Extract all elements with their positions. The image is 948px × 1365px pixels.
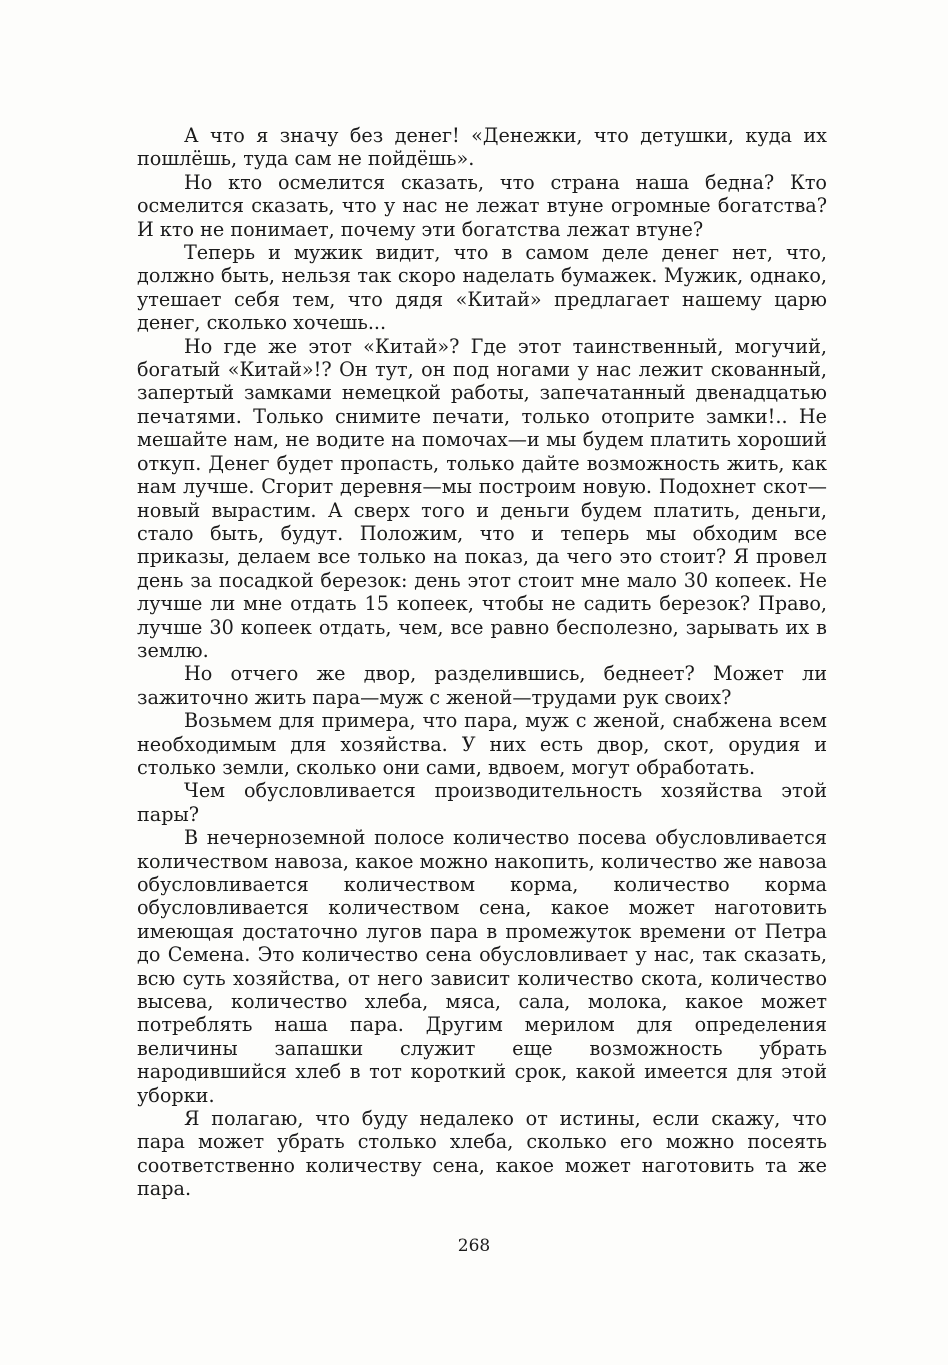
paragraph-4: Но где же этот «Китай»? Где этот таинственный, могучий, богатый «Китай»!? Он тут, он под ногами у нас лежит скованный, запертый замками немецкой работы, запечатанный двенадцатью печатями. Только снимите печати, только отоприте замки!.. Не мешайте нам, не водите на помочах—и мы будем платить хороший откуп. Денег будет пропасть, только дайте возможность жить, как нам лучше. Сгорит деревня—мы построим новую. Подохнет скот—новый вырастим. А сверх того и деньги будем платить, деньги, стало быть, будут. Положим, что и теперь мы обходим все приказы, делаем все только на показ, да чего это стоит? Я провел день за посадкой березок: день этот стоит мне мало 30 копеек. Не лучше ли мне отдать 15 копеек, чтобы не садить березок? Право, лучше 30 копеек отдать, чем, все равно бесполезно, зарывать их в землю. [137,334,827,662]
paragraph-9: Я полагаю, что буду недалеко от истины, если скажу, что пара может убрать столько хлеба, сколько его можно посеять соответственно количеству сена, какое может наготовить та же пара. [137,1107,827,1201]
paragraph-8: В нечерноземной полосе количество посева обусловливается количеством навоза, какое можно накопить, количество же навоза обусловливается количеством корма, количество корма обусловливается количеством сена, какое может наготовить имеющая достаточно лугов пара в промежуток времени от Петра до Семена. Это количество сена обусловливает у нас, так сказать, всю суть хозяйства, от него зависит количество скота, количество высева, количество хлеба, мяса, сала, молока, какое может потреблять наша пара. Другим мерилом для определения величины запашки служит еще возможность убрать народившийся хлеб в тот короткий срок, какой имеется для этой уборки. [137,826,827,1107]
paragraph-5: Но отчего же двор, разделившись, беднеет? Может ли зажиточно жить пара—муж с женой—трудами рук своих? [137,662,827,709]
paragraph-1: А что я значу без денег! «Денежки, что детушки, куда их пошлёшь, туда сам не пойдёшь». [137,124,827,171]
paragraph-7: Чем обусловливается производительность хозяйства этой пары? [137,779,827,826]
page-number: 268 [457,1236,491,1256]
paragraph-3: Теперь и мужик видит, что в самом деле денег нет, что, должно быть, нельзя так скоро наделать бумажек. Мужик, однако, утешает себя тем, что дядя «Китай» предлагает нашему царю денег, сколько хочешь... [137,241,827,335]
paragraph-2: Но кто осмелится сказать, что страна наша бедна? Кто осмелится сказать, что у нас не лежат втуне огромные богатства? И кто не понимает, почему эти богатства лежат втуне? [137,170,827,241]
paragraph-6: Возьмем для примера, что пара, муж с женой, снабжена всем необходимым для хозяйства. У них есть двор, скот, орудия и столько земли, сколько они сами, вдвоем, могут обработать. [137,709,827,779]
body-text [137,124,827,1201]
